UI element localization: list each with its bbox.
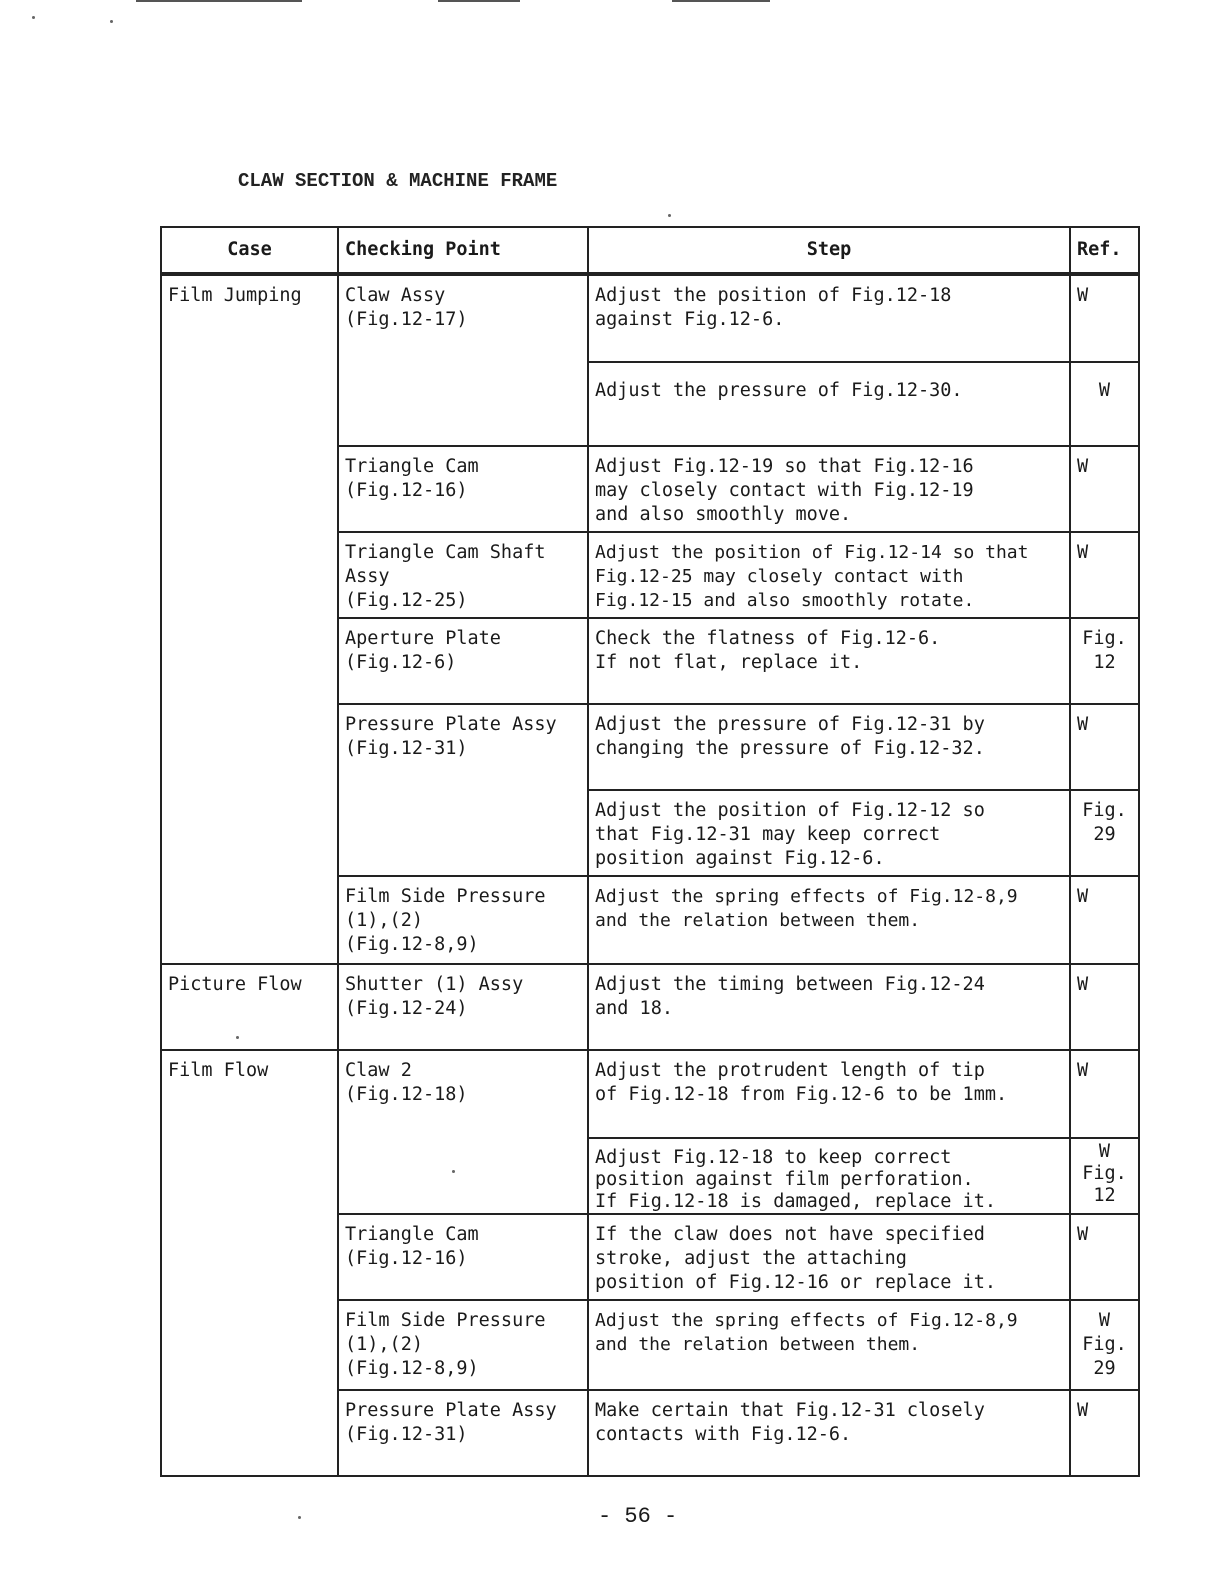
table-row: [161, 790, 1139, 876]
step-cell: Adjust Fig.12-18 to keep correct position against film perforation. If Fig.12-18 is damaged, replace it.: [588, 1138, 1070, 1214]
ref-cell: W: [1070, 1390, 1139, 1476]
page-title: CLAW SECTION & MACHINE FRAME: [238, 170, 558, 192]
step-cell: Adjust the protrudent length of tip of Fig.12-18 from Fig.12-6 to be 1mm.: [588, 1050, 1070, 1138]
step-cell: Adjust the position of Fig.12-14 so that Fig.12-25 may closely contact with Fig.12-15 and also smoothly rotate.: [588, 532, 1070, 618]
checking-point-cell: Shutter (1) Assy (Fig.12-24): [338, 964, 588, 1050]
case-cell: [161, 790, 338, 876]
step-cell: Adjust the spring effects of Fig.12-8,9 and the relation between them.: [588, 1300, 1070, 1390]
ref-cell: W: [1070, 1214, 1139, 1300]
case-cell: [161, 876, 338, 964]
checking-point-cell: Pressure Plate Assy (Fig.12-31): [338, 1390, 588, 1476]
checking-point-cell: Claw 2 (Fig.12-18): [338, 1050, 588, 1138]
scan-edge-mark: [438, 0, 520, 2]
table-row: [161, 1390, 1139, 1476]
step-cell: Adjust the timing between Fig.12-24 and 18.: [588, 964, 1070, 1050]
ref-cell: W: [1070, 362, 1139, 446]
case-cell: [161, 1390, 338, 1476]
checking-point-cell: Film Side Pressure (1),(2) (Fig.12-8,9): [338, 876, 588, 964]
checking-point-cell: Claw Assy (Fig.12-17): [338, 274, 588, 362]
step-cell: Check the flatness of Fig.12-6. If not flat, replace it.: [588, 618, 1070, 704]
ref-cell: Fig. 12: [1070, 618, 1139, 704]
ref-cell: W: [1070, 1050, 1139, 1138]
step-cell: Make certain that Fig.12-31 closely contacts with Fig.12-6.: [588, 1390, 1070, 1476]
scan-speck: [32, 16, 35, 19]
ref-cell: W: [1070, 532, 1139, 618]
table-row: [161, 1138, 1139, 1214]
checking-point-cell: Triangle Cam Shaft Assy (Fig.12-25): [338, 532, 588, 618]
scan-speck: [452, 1170, 455, 1173]
scan-speck: [668, 214, 671, 217]
checking-point-cell: [338, 362, 588, 446]
header-checking-point: Checking Point: [338, 227, 588, 274]
scan-speck: [236, 1036, 239, 1039]
case-cell: [161, 1138, 338, 1214]
case-cell: [161, 618, 338, 704]
case-cell: [161, 704, 338, 790]
step-cell: Adjust the position of Fig.12-18 against Fig.12-6.: [588, 274, 1070, 362]
step-cell: If the claw does not have specified stroke, adjust the attaching position of Fig.12-16 or replace it.: [588, 1214, 1070, 1300]
step-cell: Adjust the pressure of Fig.12-30.: [588, 362, 1070, 446]
table-row: [161, 1300, 1139, 1390]
table-row: [161, 446, 1139, 532]
checking-point-cell: Triangle Cam (Fig.12-16): [338, 1214, 588, 1300]
case-cell: [161, 362, 338, 446]
ref-cell: W: [1070, 446, 1139, 532]
ref-cell: W Fig. 29: [1070, 1300, 1139, 1390]
checking-point-cell: Triangle Cam (Fig.12-16): [338, 446, 588, 532]
checking-point-cell: [338, 790, 588, 876]
scan-speck: [298, 1516, 301, 1519]
scan-speck: [110, 20, 113, 23]
ref-cell: W: [1070, 964, 1139, 1050]
ref-cell: Fig. 29: [1070, 790, 1139, 876]
table-row: [161, 1214, 1139, 1300]
ref-cell: W: [1070, 876, 1139, 964]
ref-cell: W Fig. 12: [1070, 1138, 1139, 1214]
checking-point-cell: [338, 1138, 588, 1214]
table-row: [161, 618, 1139, 704]
case-cell: Film Jumping: [161, 274, 338, 362]
scan-edge-mark: [136, 0, 302, 2]
checking-point-cell: Pressure Plate Assy (Fig.12-31): [338, 704, 588, 790]
step-cell: Adjust Fig.12-19 so that Fig.12-16 may closely contact with Fig.12-19 and also smoothly move.: [588, 446, 1070, 532]
step-cell: Adjust the pressure of Fig.12-31 by changing the pressure of Fig.12-32.: [588, 704, 1070, 790]
table-row: [161, 362, 1139, 446]
table-row: [161, 532, 1139, 618]
table-row: [161, 1050, 1139, 1138]
table-row: [161, 274, 1139, 362]
page-number: - 56 -: [598, 1504, 678, 1529]
header-case: Case: [161, 227, 338, 274]
table-row: [161, 964, 1139, 1050]
checking-point-cell: Aperture Plate (Fig.12-6): [338, 618, 588, 704]
case-cell: [161, 1214, 338, 1300]
step-cell: Adjust the spring effects of Fig.12-8,9 and the relation between them.: [588, 876, 1070, 964]
table-header-row: [161, 227, 1139, 274]
case-cell: [161, 1300, 338, 1390]
scan-edge-mark: [672, 0, 770, 2]
case-cell: Picture Flow: [161, 964, 338, 1050]
header-step: Step: [588, 227, 1070, 274]
table-row: [161, 704, 1139, 790]
checking-table: [160, 226, 1140, 1477]
ref-cell: W: [1070, 704, 1139, 790]
case-cell: [161, 532, 338, 618]
step-cell: Adjust the position of Fig.12-12 so that Fig.12-31 may keep correct position against Fig.12-6.: [588, 790, 1070, 876]
case-cell: [161, 446, 338, 532]
header-ref: Ref.: [1070, 227, 1139, 274]
table-row: [161, 876, 1139, 964]
ref-cell: W: [1070, 274, 1139, 362]
case-cell: Film Flow: [161, 1050, 338, 1138]
checking-point-cell: Film Side Pressure (1),(2) (Fig.12-8,9): [338, 1300, 588, 1390]
